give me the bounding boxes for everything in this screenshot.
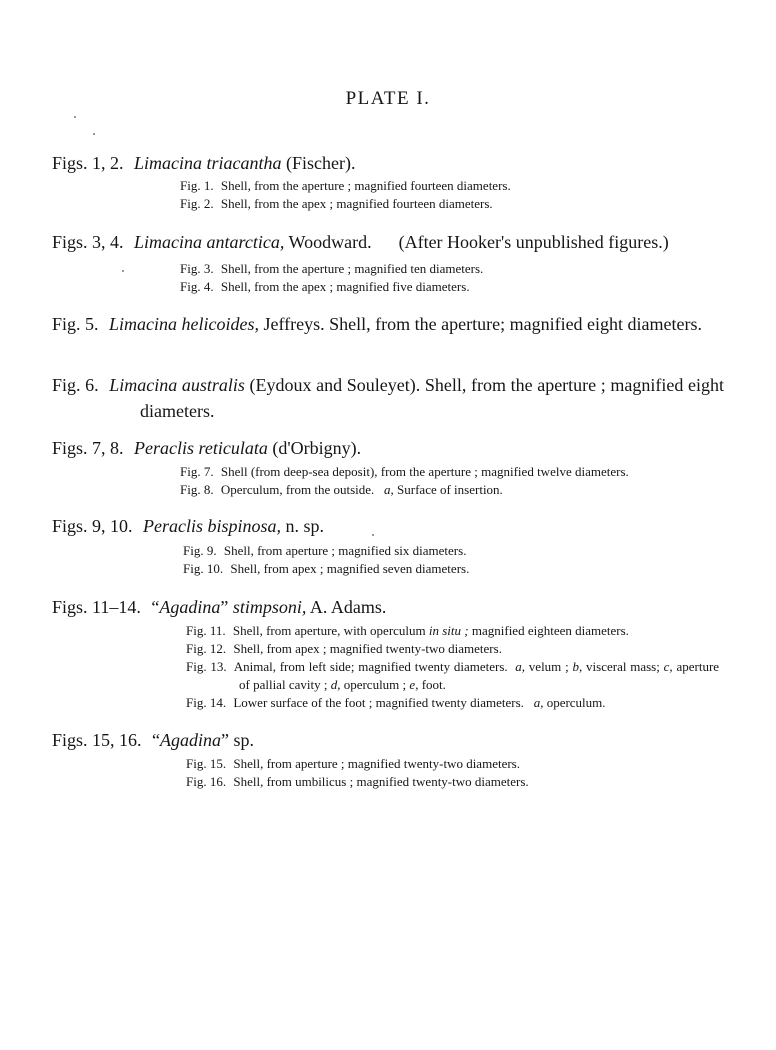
figure-text: Animal, from left side; magnified twenty diameters.: [233, 659, 508, 674]
figure-text: operculum ;: [343, 677, 407, 692]
figure-text: Shell, from the aperture ; magnified ten diameters.: [220, 261, 484, 276]
entry-heading: [52, 727, 742, 753]
figure-description: [186, 694, 746, 712]
figure-letter: a,: [533, 695, 544, 710]
figure-description: [186, 622, 746, 640]
figure-text: Operculum, from the outside.: [220, 482, 375, 497]
figure-text: Shell, from aperture ; magnified six diameters.: [223, 543, 467, 558]
figure-text: Shell, from the apex ; magnified fourteen diameters.: [220, 196, 493, 211]
figure-text: Shell (from deep-sea deposit), from the aperture ; magnified twelve diameters.: [220, 464, 629, 479]
figure-description: [183, 542, 776, 560]
entry-heading: [52, 372, 724, 424]
figure-description: [180, 463, 740, 481]
entry-fig-5: [52, 311, 724, 337]
figure-text: velum ;: [528, 659, 569, 674]
figure-description: [186, 773, 776, 791]
species-name: Peraclis bispinosa,: [143, 516, 282, 536]
figure-description: [186, 755, 776, 773]
figure-text: Shell, from aperture, with operculum: [232, 623, 426, 638]
figure-description: [180, 177, 776, 195]
species-name: Limacina helicoides,: [109, 314, 259, 334]
entry-figs-15-16: [52, 727, 742, 753]
figure-number: Fig. 9.: [183, 543, 217, 558]
figure-text: Shell, from aperture ; magnified twenty-two diameters.: [233, 756, 520, 771]
figure-letter: c,: [663, 659, 673, 674]
figure-number: Fig. 10.: [183, 561, 224, 576]
figure-descriptions: [180, 177, 776, 213]
figure-label: Figs. 3, 4.: [52, 232, 124, 252]
entry-figs-1-2: [52, 150, 742, 176]
figure-number: Fig. 8.: [180, 482, 214, 497]
figure-number: Fig. 4.: [180, 279, 214, 294]
figure-number: Fig. 13.: [186, 659, 227, 674]
figure-text: Shell, from umbilicus ; magnified twenty-two diameters.: [233, 774, 529, 789]
figure-label: Figs. 11–14.: [52, 597, 141, 617]
species-author: (Fischer).: [286, 153, 356, 173]
species-author: (d'Orbigny).: [272, 438, 362, 458]
figure-letter: a,: [515, 659, 525, 674]
figure-label: Figs. 15, 16.: [52, 730, 142, 750]
open-quote: “: [152, 730, 161, 750]
species-author: n. sp.: [285, 516, 325, 536]
figure-descriptions: [180, 260, 776, 296]
figure-letter: d,: [330, 677, 341, 692]
entry-heading: [52, 513, 742, 539]
entry-text: (Eydoux and Souleyet). Shell, from the aperture ; magnified eight diameters.: [140, 375, 724, 421]
entry-heading: [52, 229, 752, 255]
figure-description: [180, 195, 776, 213]
figure-label: Fig. 6.: [52, 375, 99, 395]
close-quote: ”: [220, 597, 229, 617]
genus-name: Agadina: [159, 597, 221, 617]
figure-description: [183, 560, 776, 578]
figure-number: Fig. 11.: [186, 623, 226, 638]
entry-fig-6: [52, 372, 724, 424]
figure-number: Fig. 15.: [186, 756, 227, 771]
species-epithet: stimpsoni,: [232, 597, 307, 617]
figure-letter: e,: [409, 677, 419, 692]
entry-figs-9-10: [52, 513, 742, 539]
page-speck: [93, 133, 95, 135]
species-author: sp.: [233, 730, 255, 750]
figure-label: Fig. 5.: [52, 314, 99, 334]
figure-letter: a,: [384, 482, 394, 497]
figure-text: visceral mass;: [586, 659, 660, 674]
page-speck: [74, 116, 76, 118]
entry-heading: [52, 311, 724, 337]
figure-number: Fig. 16.: [186, 774, 227, 789]
figure-number: Fig. 7.: [180, 464, 214, 479]
figure-text: foot.: [421, 677, 446, 692]
figure-number: Fig. 12.: [186, 641, 227, 656]
plate-title: PLATE I.: [345, 88, 431, 109]
figure-description: [180, 278, 776, 296]
figure-number: Fig. 3.: [180, 261, 214, 276]
figure-label: Figs. 1, 2.: [52, 153, 124, 173]
figure-italic: in situ ;: [428, 623, 469, 638]
species-name: Limacina triacantha: [134, 153, 282, 173]
figure-description: [180, 260, 776, 278]
figure-text: Shell, from the apex ; magnified five diameters.: [220, 279, 470, 294]
figure-text: Surface of insertion.: [397, 482, 503, 497]
page-speck: [122, 270, 124, 272]
species-name: Limacina australis: [109, 375, 245, 395]
entry-heading: [52, 150, 742, 176]
figure-descriptions: [183, 542, 776, 578]
figure-text: operculum.: [546, 695, 606, 710]
source-note: (After Hooker's unpublished figures.): [398, 232, 669, 252]
entry-figs-11-14: [52, 594, 742, 620]
entry-figs-3-4: [52, 229, 752, 255]
figure-number: Fig. 2.: [180, 196, 214, 211]
entry-figs-7-8: [52, 435, 742, 461]
figure-text: Shell, from apex ; magnified twenty-two diameters.: [233, 641, 502, 656]
figure-letter: b,: [572, 659, 583, 674]
figure-number: Fig. 14.: [186, 695, 227, 710]
figure-text: Lower surface of the foot ; magnified twenty diameters.: [233, 695, 524, 710]
figure-description: [186, 640, 746, 658]
open-quote: “: [151, 597, 160, 617]
figure-descriptions: [186, 755, 776, 791]
figure-text: magnified eighteen diameters.: [471, 623, 629, 638]
figure-label: Figs. 7, 8.: [52, 438, 124, 458]
species-author: A. Adams.: [309, 597, 387, 617]
species-name: Limacina antarctica,: [134, 232, 285, 252]
figure-descriptions: [186, 622, 746, 712]
figure-text: Shell, from the aperture ; magnified fourteen diameters.: [220, 178, 511, 193]
figure-description: [180, 481, 740, 499]
figure-description: [186, 658, 719, 694]
figure-number: Fig. 1.: [180, 178, 214, 193]
genus-name: Agadina: [160, 730, 222, 750]
entry-heading: [52, 435, 742, 461]
figure-text: aperture of pallial cavity ;: [239, 659, 720, 692]
entry-heading: [52, 594, 742, 620]
entry-text: Jeffreys. Shell, from the aperture; magnified eight diameters.: [263, 314, 703, 334]
close-quote: ”: [221, 730, 230, 750]
figure-label: Figs. 9, 10.: [52, 516, 133, 536]
species-author: Woodward.: [288, 232, 372, 252]
species-name: Peraclis reticulata: [134, 438, 268, 458]
figure-descriptions: [180, 463, 740, 499]
figure-text: Shell, from apex ; magnified seven diameters.: [230, 561, 470, 576]
